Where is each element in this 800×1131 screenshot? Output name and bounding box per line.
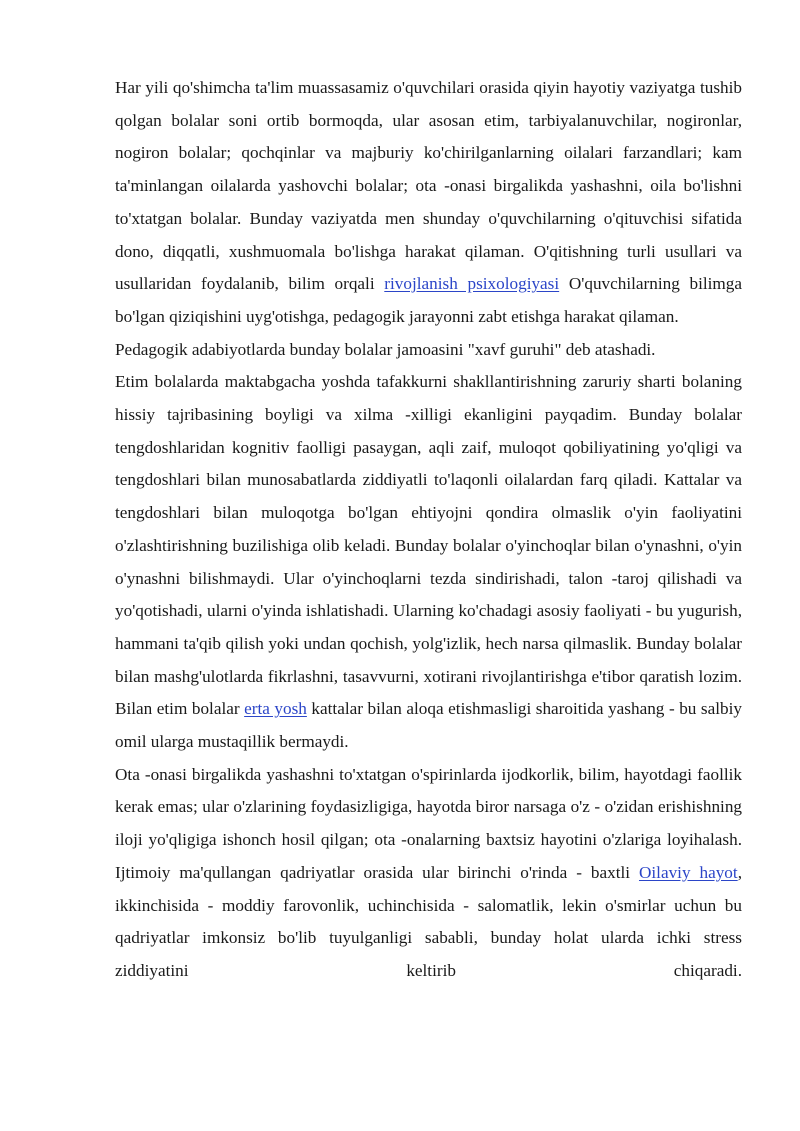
paragraph-2: Pedagogik adabiyotlarda bunday bolalar jamoasini "xavf guruhi" deb atashadi. [115,339,656,359]
paragraph-text: Etim bolalarda maktabgacha yoshda tafakkurni shakllantirishning zaruriy sharti bolaning hissiy tajribasining boyligi va xilma -xilligi ekanligini payqadim. Bunday bolalar tengdoshlaridan kognitiv faolligi pasaygan, aqli zaif, muloqot qobiliyatining yo'qligi va tengdoshlari bilan munosabatlarda ziddiyatli to'laqonli oilalardan farq qiladi. Kattalar va tengdoshlari bilan muloqotga bo'lgan ehtiyojni qondira olmaslik o'yin faoliyatini o'zlashtirishning buzilishiga olib keladi. Bunday bolalar o'yinchoqlar bilan o'ynashni, o'yin o'ynashni bilishmaydi. Ular o'yinchoqlarni tezda sindirishadi, talon -taroj qilishadi va yo'qotishadi, ularni o'yinda ishlatishadi. Ularning ko'chadagi asosiy faoliyati - bu yugurish, hammani ta'qib qilish yoki undan qochish, yolg'izlik, hech narsa qilmaslik. Bunday bolalar bilan mashg'ulotlarda fikrlashni, tasavvurni, xotirani rivojlantirishga e'tibor qaratish lozim. Bilan etim bolalar [115,372,742,719]
paragraph-1 [115,72,742,334]
paragraph-4 [115,759,742,988]
link-rivojlanish-psixologiyasi[interactable]: rivojlanish psixologiyasi [384,274,560,294]
document-page [115,72,742,988]
link-erta-yosh[interactable]: erta yosh [244,699,307,719]
paragraph-text: Ota -onasi birgalikda yashashni to'xtatgan o'spirinlarda ijodkorlik, bilim, hayotdagi faollik kerak emas; ular o'zlarining foydasizligiga, hayotda biror narsaga o'z - o'zidan erishishning iloji yo'qligiga ishonch hosil qilgan; ota -onalarning baxtsiz hayotini o'zlariga loyihalash. Ijtimoiy ma'qullangan qadriyatlar orasida ular birinchi o'rinda - baxtli [115,764,742,882]
paragraph-text: kattalar bilan aloqa etishmasligi sharoitida yashang - bu salbiy omil ularga mustaqillik bermaydi. [115,699,742,752]
link-oilaviy-hayot[interactable]: Oilaviy hayot [638,862,738,882]
paragraph-text: Har yili qo'shimcha ta'lim muassasamiz o'quvchilari orasida qiyin hayotiy vaziyatga tushib qolgan bolalar soni ortib bormoqda, ular asosan etim, tarbiyalanuvchilar, nogironlar, nogiron bolalar; qochqinlar va majburiy ko'chirilganlarning oilalari farzandlari; kam ta'minlangan oilalarda yashovchi bolalar; ota -onasi birgalikda yashashni, oila bo'lishni to'xtatgan bolalar. Bunday vaziyatda men shunday o'quvchilarning o'qituvchisi sifatida dono, diqqatli, xushmuomala bo'lishga harakat qilaman. O'qitishning turli usullari va usullaridan foydalanib, bilim orqali [115,78,742,294]
paragraph-text: , ikkinchisida - moddiy farovonlik, uchinchisida - salomatlik, lekin o'smirlar uchun bu qadriyatlar imkonsiz bo'lib tuyulganligi sababli, bunday holat ularda ichki stress ziddiyatini keltirib chiqaradi. [115,862,742,980]
paragraph-3 [115,366,742,758]
paragraph-text: O'quvchilarning bilimga bo'lgan qiziqishini uyg'otishga, pedagogik jarayonni zabt etishga harakat qilaman. [115,274,743,326]
